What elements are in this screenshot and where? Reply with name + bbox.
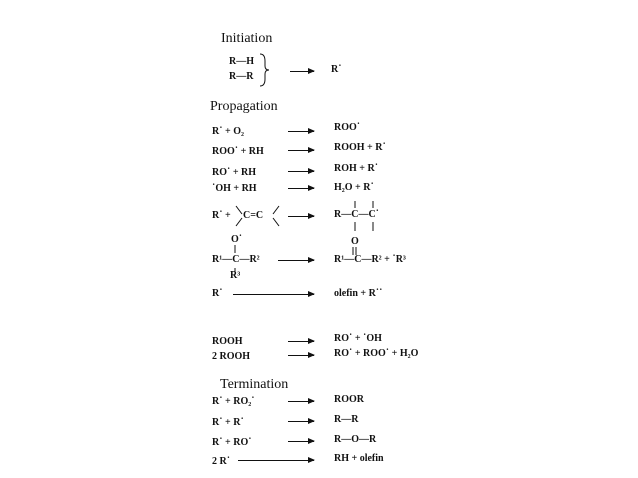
prop-6-lhs: R¹—C—R²: [212, 254, 260, 265]
prop-4-lhs: ˙OH + RH: [212, 183, 257, 194]
prop-7-rhs: olefin + R˙˙: [334, 288, 383, 299]
term-4-arrow: [238, 460, 314, 461]
prop-3-arrow: [288, 171, 314, 172]
term-2-arrow: [288, 421, 314, 422]
initiation-product: R˙: [331, 64, 342, 75]
prop-2-rhs: ROOH + R˙: [334, 142, 386, 153]
prop-4-rhs: H₂O + R˙: [334, 182, 374, 193]
hp-1-lhs: ROOH: [212, 336, 243, 347]
term-1-lhs: R˙ + RO₂˙: [212, 396, 255, 407]
prop-7-lhs: R˙: [212, 288, 223, 299]
initiation-reactant-rr: R—R: [229, 71, 254, 82]
initiation-reactant-rh: R—H: [229, 56, 254, 67]
term-2-lhs: R˙ + R˙: [212, 417, 244, 428]
term-1-rhs: ROOR: [334, 394, 364, 405]
termination-title: Termination: [220, 377, 289, 392]
hp-2-lhs: 2 ROOH: [212, 351, 251, 362]
propagation-title: Propagation: [210, 99, 278, 114]
prop-6-arrow: [278, 260, 314, 261]
prop-3-rhs: ROH + R˙: [334, 163, 379, 174]
prop-7-arrow: [233, 294, 314, 295]
hp-2-arrow: [288, 355, 314, 356]
prop-4-arrow: [288, 188, 314, 189]
term-2-rhs: R—R: [334, 414, 359, 425]
hp-1-rhs: RO˙ + ˙OH: [334, 333, 382, 344]
term-3-lhs: R˙ + RO˙: [212, 437, 252, 448]
prop-2-arrow: [288, 150, 314, 151]
hp-1-arrow: [288, 341, 314, 342]
prop-1-lhs: R˙ + O₂: [212, 126, 245, 137]
term-4-lhs: 2 R˙: [212, 456, 231, 467]
initiation-arrow: [290, 71, 314, 72]
brace-icon: [258, 53, 270, 87]
prop-5-lhs-radical: R˙ +: [212, 210, 231, 221]
initiation-title: Initiation: [221, 31, 273, 46]
prop-5-rhs: R—C—C˙: [334, 209, 379, 220]
prop-6-o-radical: O˙: [231, 234, 243, 245]
prop-5-lhs-alkene: C=C: [243, 210, 264, 221]
prop-2-lhs: ROO˙ + RH: [212, 146, 264, 157]
prop-1-arrow: [288, 131, 314, 132]
term-4-rhs: RH + olefin: [334, 453, 384, 464]
term-1-arrow: [288, 401, 314, 402]
prop-5-arrow: [288, 216, 314, 217]
prop-6-o-product: O: [351, 236, 359, 247]
term-3-arrow: [288, 441, 314, 442]
prop-6-lhs-sub: R³: [230, 270, 241, 281]
term-3-rhs: R—O—R: [334, 434, 377, 445]
prop-1-rhs: ROO˙: [334, 122, 361, 133]
prop-6-rhs: R¹—C—R² + ˙R³: [334, 254, 406, 265]
hp-2-rhs: RO˙ + ROO˙ + H₂O: [334, 348, 419, 359]
prop-3-lhs: RO˙ + RH: [212, 167, 257, 178]
